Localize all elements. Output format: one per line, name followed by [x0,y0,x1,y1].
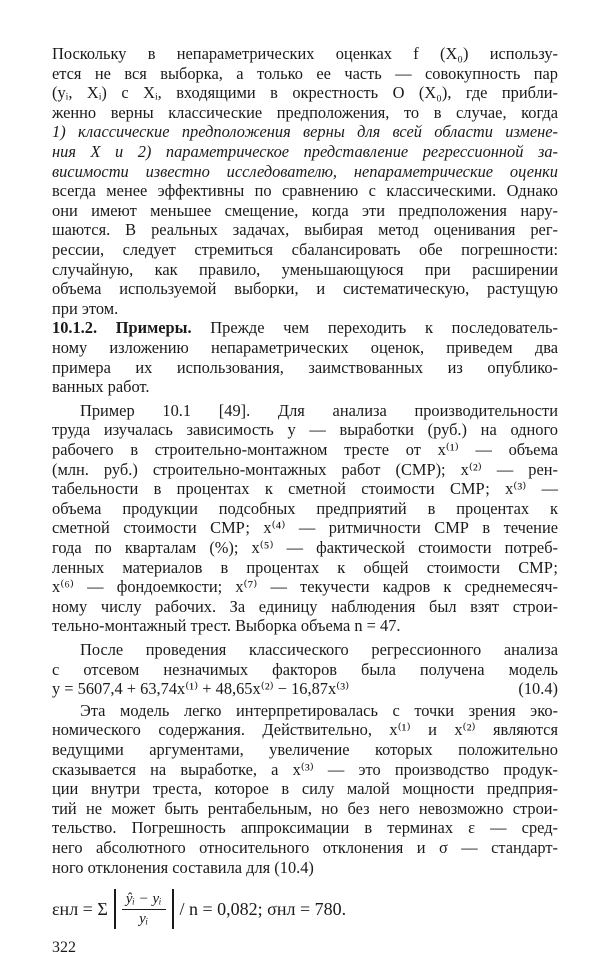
text-line: табельности в процентах к сметной стоимости СМР; x⁽³⁾ — [52,479,558,499]
formula-denominator: yᵢ [139,910,149,927]
text-line: номического содержания. Действительно, x⁽¹⁾ и x⁽²⁾ являются [52,720,558,740]
abs-bar-right [172,889,174,929]
text-line: тельство. Погрешность аппроксимации в терминах ε — сред- [52,818,558,838]
text-line: (yᵢ, Xᵢ) с Xᵢ, входящими в окрестность O (X₀), где прибли- [52,83,558,103]
text-line: тий не может быть рентабельным, но без него невозможно строи- [52,798,558,818]
text-line: ведущими аргументами, увеличение которых положительно [52,740,558,759]
text-line: ному изложению непараметрических оценок, приведем два [52,338,558,357]
text-line: объема продукции подсобных предприятий в процентах к [52,498,558,518]
formula-fraction [122,890,166,929]
text-line: примера их использования, заимствованных из опублико- [52,357,558,377]
text-line: x⁽⁶⁾ — фондоемкости; x⁽⁷⁾ — текучести кадров к среднемесяч- [52,577,558,597]
text-line: ции внутри треста, которое в силу малой мощности предприя- [52,779,558,799]
text-line: 1) классические предположения верны для всей области измене- [52,122,558,142]
equation-number: (10.4) [518,679,558,699]
text-line: висимости известно исследователю, непараметрические оценки [52,161,558,181]
text-line: Поскольку в непараметрических оценках f (X₀) использу- [52,44,558,63]
text-line: при этом. [52,298,119,318]
text-line: Эта модель легко интерпретировалась с точки зрения эко- [80,700,558,720]
text-line: сказывается на выработке, а x⁽³⁾ — это производство продук- [52,759,558,779]
text-line: сметной стоимости СМР; x⁽⁴⁾ — ритмичности СМР в течение [52,518,558,538]
error-formula [52,885,346,929]
example-heading-line: Пример 10.1 [49]. Для анализа производительности [80,400,558,420]
text-line: После проведения классического регрессионного анализа [80,640,558,659]
abs-bar-left [114,889,116,929]
section-heading-line: 10.1.2. Примеры. Прежде чем переходить к последователь- [52,318,558,338]
text-line: (млн. руб.) строительно-монтажных работ (СМР); x⁽²⁾ — рен- [52,459,558,479]
text-line: труда изучалась зависимость y — выработки (руб.) на одного [52,420,558,440]
formula-rhs: / n = 0,082; σнл = 780. [179,899,347,920]
text-line: ванных работ. [52,377,150,397]
text-line: всегда менее эффективны по сравнению с классическими. Однако [52,181,558,201]
page-number: 322 [52,939,76,957]
text-line: ния X и 2) параметрическое представление регрессионной за- [52,142,558,161]
text-line: ного отклонения составила для (10.4) [52,857,314,877]
text-line: они имеют меньшее смещение, когда эти предположения нару- [52,200,558,220]
text-line: ленных материалов в процентах к общей стоимости СМР; [52,557,558,577]
text-line: рессии, следует стремиться сбалансировать обе погрешности: [52,240,558,259]
text-line: случайную, как правило, уменьшающуюся при расширении [52,259,558,279]
text-line: тельно-монтажный трест. Выборка объема n = 47. [52,616,401,636]
text-line: женно верны классические предположения, то в случае, когда [52,102,558,122]
formula-lhs: εнл = Σ [52,899,108,920]
text-line: ному числу рабочих. За единицу наблюдения был взят строи- [52,596,558,616]
text-line: с отсевом незначимых факторов была получена модель [52,659,558,679]
text-line: ется не вся выборка, а только ее часть — совокупность пар [52,63,558,83]
text-line: y = 5607,4 + 63,74x⁽¹⁾ + 48,65x⁽²⁾ − 16,87x⁽³⁾ [52,679,350,699]
text-line: года по кварталам (%); x⁽⁵⁾ — фактической стоимости потреб- [52,538,558,557]
text-line: рабочего в строительно-монтажном тресте от x⁽¹⁾ — объема [52,440,558,459]
formula-numerator: ŷᵢ − yᵢ [122,890,166,910]
text-line: него абсолютного относительного отклонения и σ — стандарт- [52,838,558,857]
text-line: объема используемой выборки, и систематическую, растущую [52,279,558,299]
text-line: шаются. В реальных задачах, выбирая метод оценивания рег- [52,220,558,240]
